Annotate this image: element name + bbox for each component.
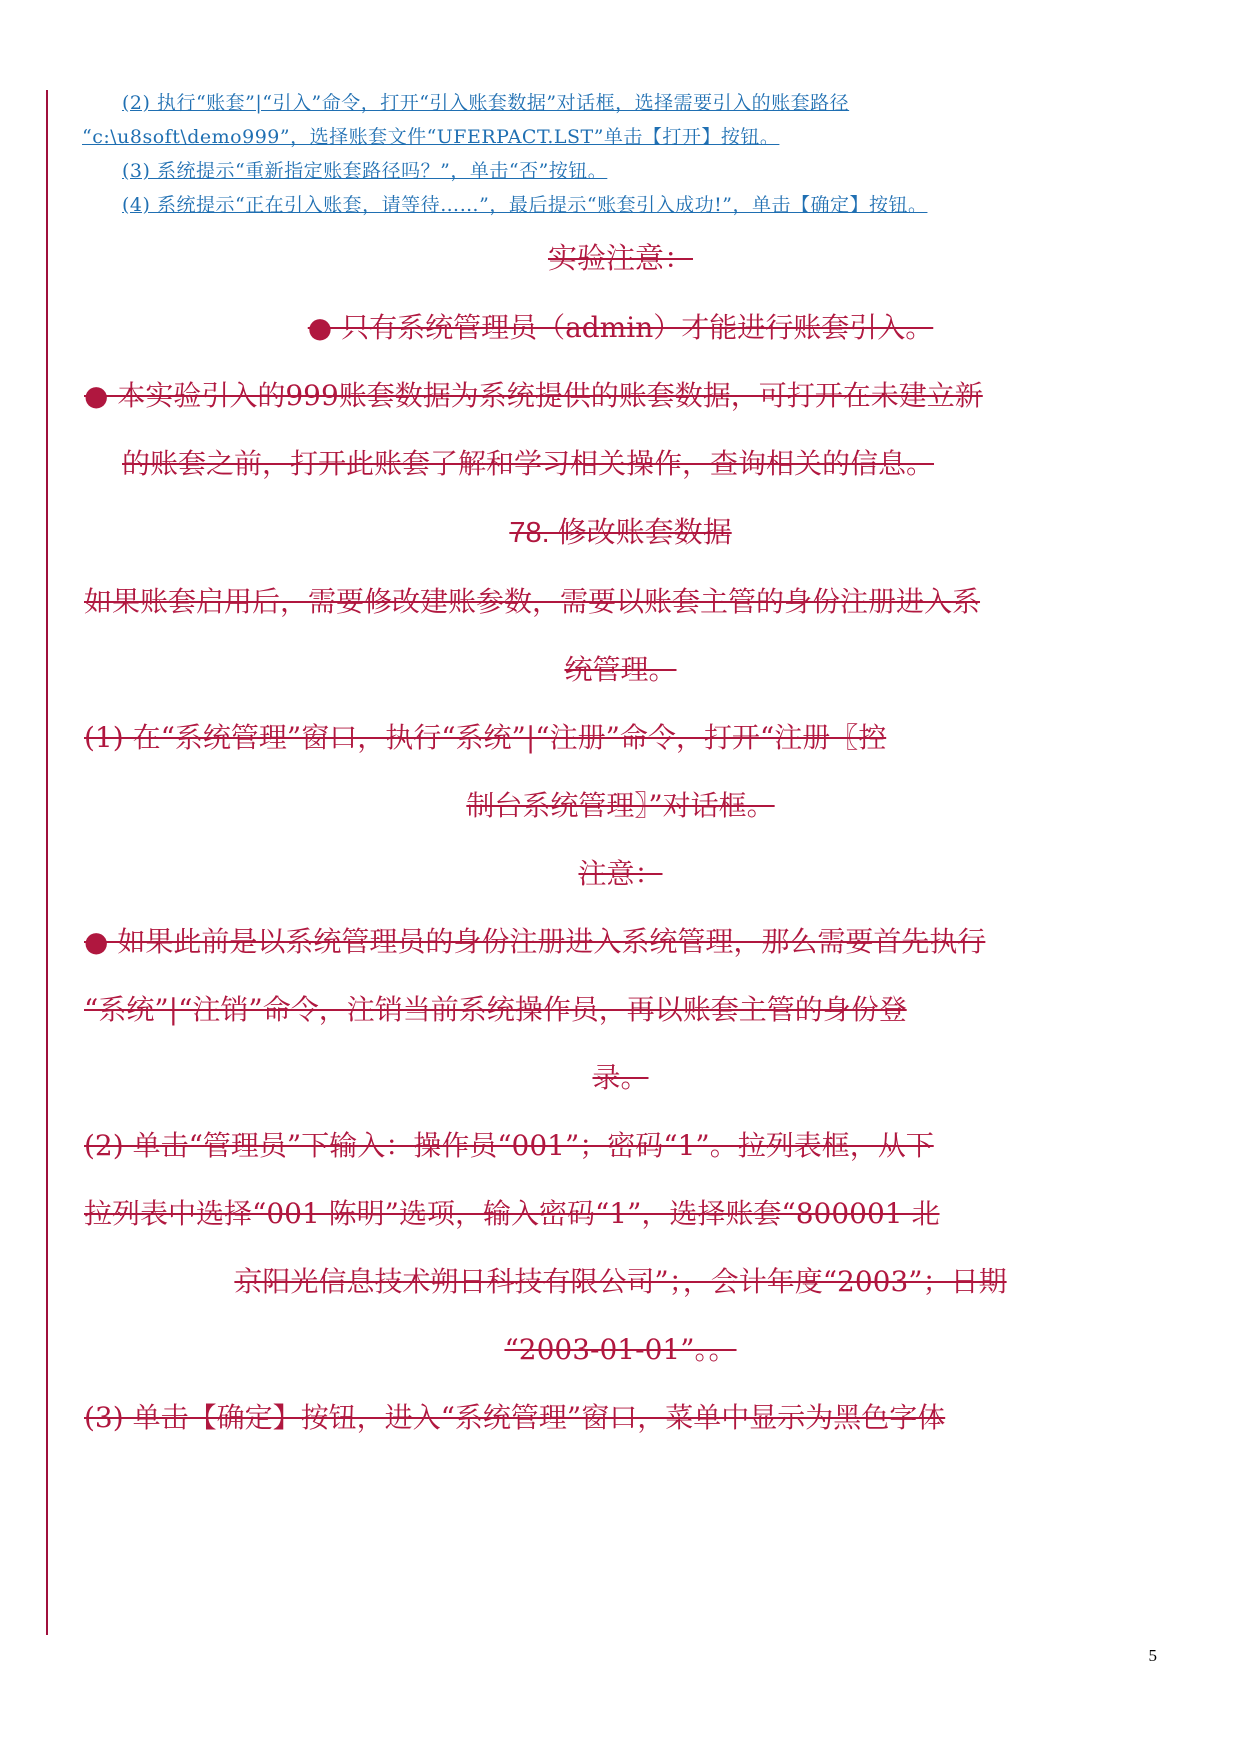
intro-step-3: (3) 系统提示“重新指定账套路径吗？”，单击“否”按钮。: [122, 160, 608, 182]
step2-line1: (2) 单击“管理员”下输入：操作员“001”；密码“1”。拉列表框，从下: [84, 1129, 934, 1162]
notice-bullet-999-line2: 的账套之前，打开此账套了解和学习相关操作，查询相关的信息。: [122, 447, 935, 480]
notice2-line1: ● 如果此前是以系统管理员的身份注册进入系统管理，那么需要首先执行: [84, 925, 986, 958]
step2-line4: “2003-01-01”。。: [504, 1333, 737, 1366]
notice2-line2: “系统”|“注销”命令，注销当前系统操作员，再以账套主管的身份登: [84, 993, 907, 1026]
section-intro-line2: 统管理。: [564, 653, 677, 686]
intro-step-4: (4) 系统提示“正在引入账套，请等待……”，最后提示“账套引入成功!”，单击【确定】按钮。: [122, 194, 928, 216]
notice-heading: 实验注意：: [547, 243, 693, 275]
notice-bullet-999-line1: ● 本实验引入的999账套数据为系统提供的账套数据，可打开在未建立新: [84, 379, 983, 412]
intro-step-2b: “c:\u8soft\demo999”，选择账套文件“UFERPACT.LST”单击【打开】按钮。: [82, 126, 780, 148]
step1-line2: 制台系统管理〗”对话框。: [466, 789, 775, 822]
intro-step-2a: (2) 执行“账套”|“引入”命令，打开“引入账套数据”对话框，选择需要引入的账套路径: [122, 92, 850, 114]
step2-line3: 京阳光信息技术朔日科技有限公司”；，会计年度“2003”；日期: [234, 1265, 1007, 1298]
notice2-line3: 录。: [592, 1061, 649, 1094]
page-number: 5: [1148, 1646, 1157, 1665]
step1-line1: (1) 在“系统管理”窗口，执行“系统”|“注册”命令，打开“注册〖控: [84, 721, 887, 754]
section-intro-line1: 如果账套启用后，需要修改建账参数，需要以账套主管的身份注册进入系: [84, 585, 981, 618]
step2-line2: 拉列表中选择“001 陈明”选项，输入密码“1”，选择账套“800001 北: [84, 1197, 940, 1230]
notice2-heading: 注意：: [578, 858, 663, 889]
section-title: 78. 修改账套数据: [509, 517, 732, 549]
notice-bullet-admin: ● 只有系统管理员（admin）才能进行账套引入。: [307, 311, 934, 344]
step3-line1: (3) 单击【确定】按钮，进入“系统管理”窗口，菜单中显示为黑色字体: [84, 1401, 946, 1434]
